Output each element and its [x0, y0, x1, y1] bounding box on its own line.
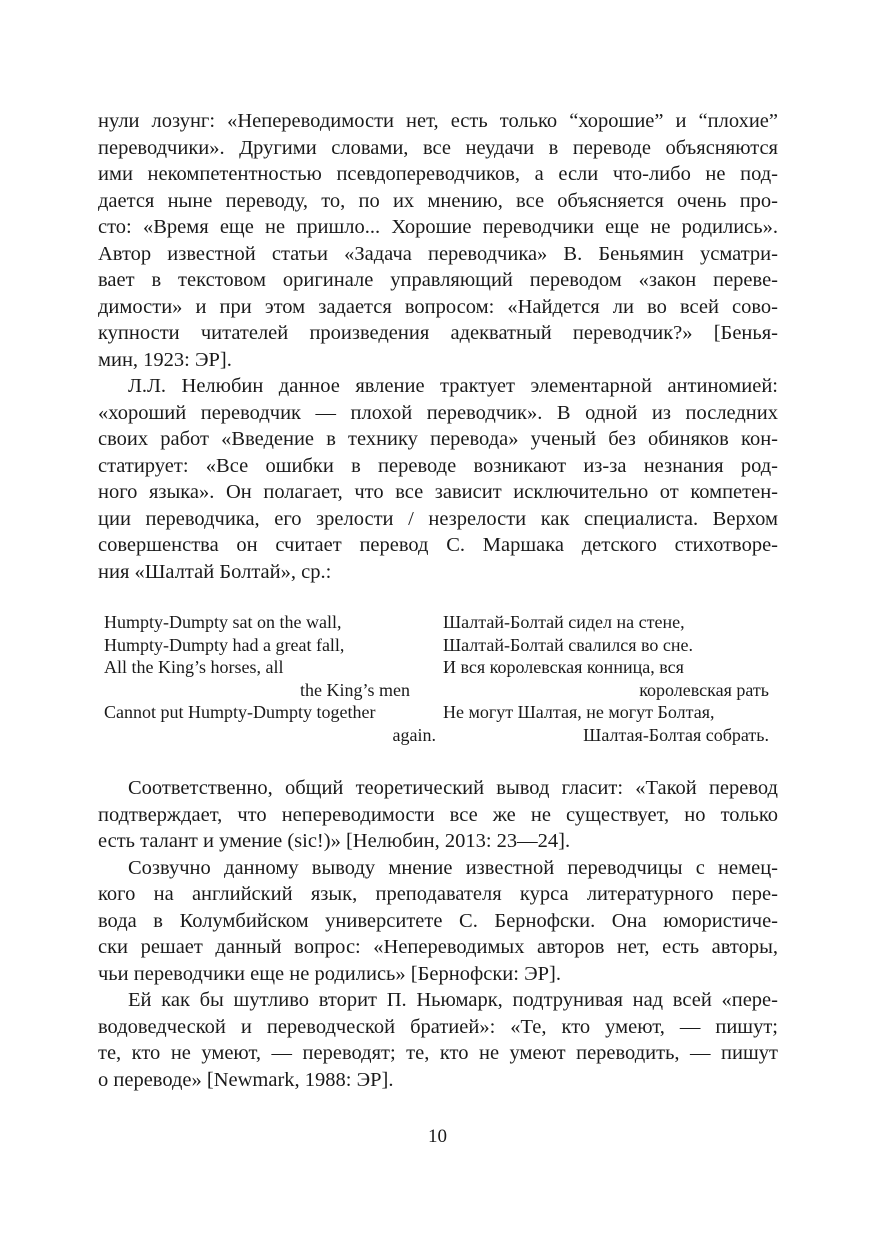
poem-line: Шалтай-Болтай свалился во сне. [443, 634, 694, 655]
poem-line: again. [392, 724, 436, 745]
text-line: дается ныне переводу, то, по их мнению, все объясняется очень про- [98, 189, 778, 212]
poem-line: Шалтая-Болтая собрать. [583, 724, 769, 745]
text-line: те, кто не умеют, — переводят; те, кто не умеют переводить, — пишут [98, 1042, 778, 1064]
text-line: Ей как бы шутливо вторит П. Ньюмарк, подтрунивая над всей «пере- [128, 989, 778, 1011]
text-line: ции переводчика, его зрелости / незрелости как специалиста. Верхом [98, 507, 778, 530]
text-line: совершенства он считает перевод С. Маршака детского стихотворе- [98, 534, 778, 556]
text-line: чьи переводчики еще не родились» [Бернофски: ЭР]. [98, 962, 561, 985]
text-line: сто: «Время еще не пришло... Хорошие переводчики еще не родились». [98, 216, 778, 238]
text-line: Созвучно данному выводу мнение известной переводчицы с немец- [128, 856, 778, 879]
poem-line: Cannot put Humpty-Dumpty together [104, 702, 376, 722]
text-line: переводчики». Другими словами, все неудачи в переводе объясняются [98, 136, 778, 159]
text-line: ного языка». Он полагает, что все зависит исключительно от компетен- [98, 481, 778, 503]
text-line: ски решает данный вопрос: «Непереводимых авторов нет, есть авторы, [98, 936, 778, 958]
text-line: Л.Л. Нелюбин данное явление трактует элементарной антиномией: [128, 375, 778, 397]
poem-line: Humpty-Dumpty had a great fall, [104, 634, 345, 655]
poem-line: All the King’s horses, all [104, 657, 284, 677]
text-line: есть талант и умение (sic!)» [Нелюбин, 2013: 23—24]. [98, 830, 571, 852]
poem-line: Не могут Шалтая, не могут Болтая, [443, 702, 715, 722]
text-line: мин, 1923: ЭР]. [98, 348, 232, 371]
text-line: Автор известной статьи «Задача переводчика» В. Беньямин усматри- [98, 242, 778, 265]
paragraph-4 [98, 855, 778, 988]
text-line: статирует: «Все ошибки в переводе возникают из-за незнания род- [98, 454, 778, 477]
poem-line: И вся королевская конница, вся [443, 657, 684, 677]
poem-parallel-text [98, 611, 778, 751]
poem-english-column [104, 611, 436, 746]
poem-line: Шалтай-Болтай сидел на стене, [443, 612, 685, 632]
poem-line: the King’s men [300, 679, 410, 700]
paragraph-3 [98, 775, 778, 855]
text-line: о переводе» [Newmark, 1988: ЭР]. [98, 1068, 394, 1091]
text-line: своих работ «Введение в технику перевода» ученый без обиняков кон- [98, 428, 778, 450]
text-line: ния «Шалтай Болтай», ср.: [98, 560, 332, 583]
poem-line: королевская рать [639, 679, 769, 700]
text-line: водоведческой и переводческой братией»: «Те, кто умеют, — пишут; [98, 1015, 778, 1038]
text-line: ими некомпетентностью псевдопереводчиков, а если что-либо не под- [98, 163, 778, 185]
text-line: кого на английский язык, преподавателя курса литературного пере- [98, 883, 778, 905]
text-line: вода в Колумбийском университете С. Бернофски. Она юмористиче- [98, 909, 778, 932]
text-line: Соответственно, общий теоретический вывод гласит: «Такой перевод [128, 777, 778, 799]
text-line: купности читателей произведения адекватный переводчик?» [Бенья- [98, 322, 778, 344]
paragraph-5 [98, 987, 778, 1093]
text-line: вает в текстовом оригинале управляющий переводом «закон переве- [98, 269, 778, 291]
paragraph-1 [98, 108, 778, 373]
page-body [98, 108, 778, 1093]
poem-line: Humpty-Dumpty sat on the wall, [104, 612, 342, 632]
paragraph-2 [98, 373, 778, 585]
poem-russian-column [443, 611, 769, 746]
text-line: димости» и при этом задается вопросом: «Найдется ли во всей сово- [98, 295, 778, 318]
text-line: нули лозунг: «Непереводимости нет, есть только “хорошие” и “плохие” [98, 110, 778, 132]
text-line: подтверждает, что непереводимости все же не существует, но только [98, 803, 778, 826]
page-number: 10 [428, 1126, 447, 1147]
text-line: «хороший переводчик — плохой переводчик». В одной из последних [98, 401, 778, 424]
